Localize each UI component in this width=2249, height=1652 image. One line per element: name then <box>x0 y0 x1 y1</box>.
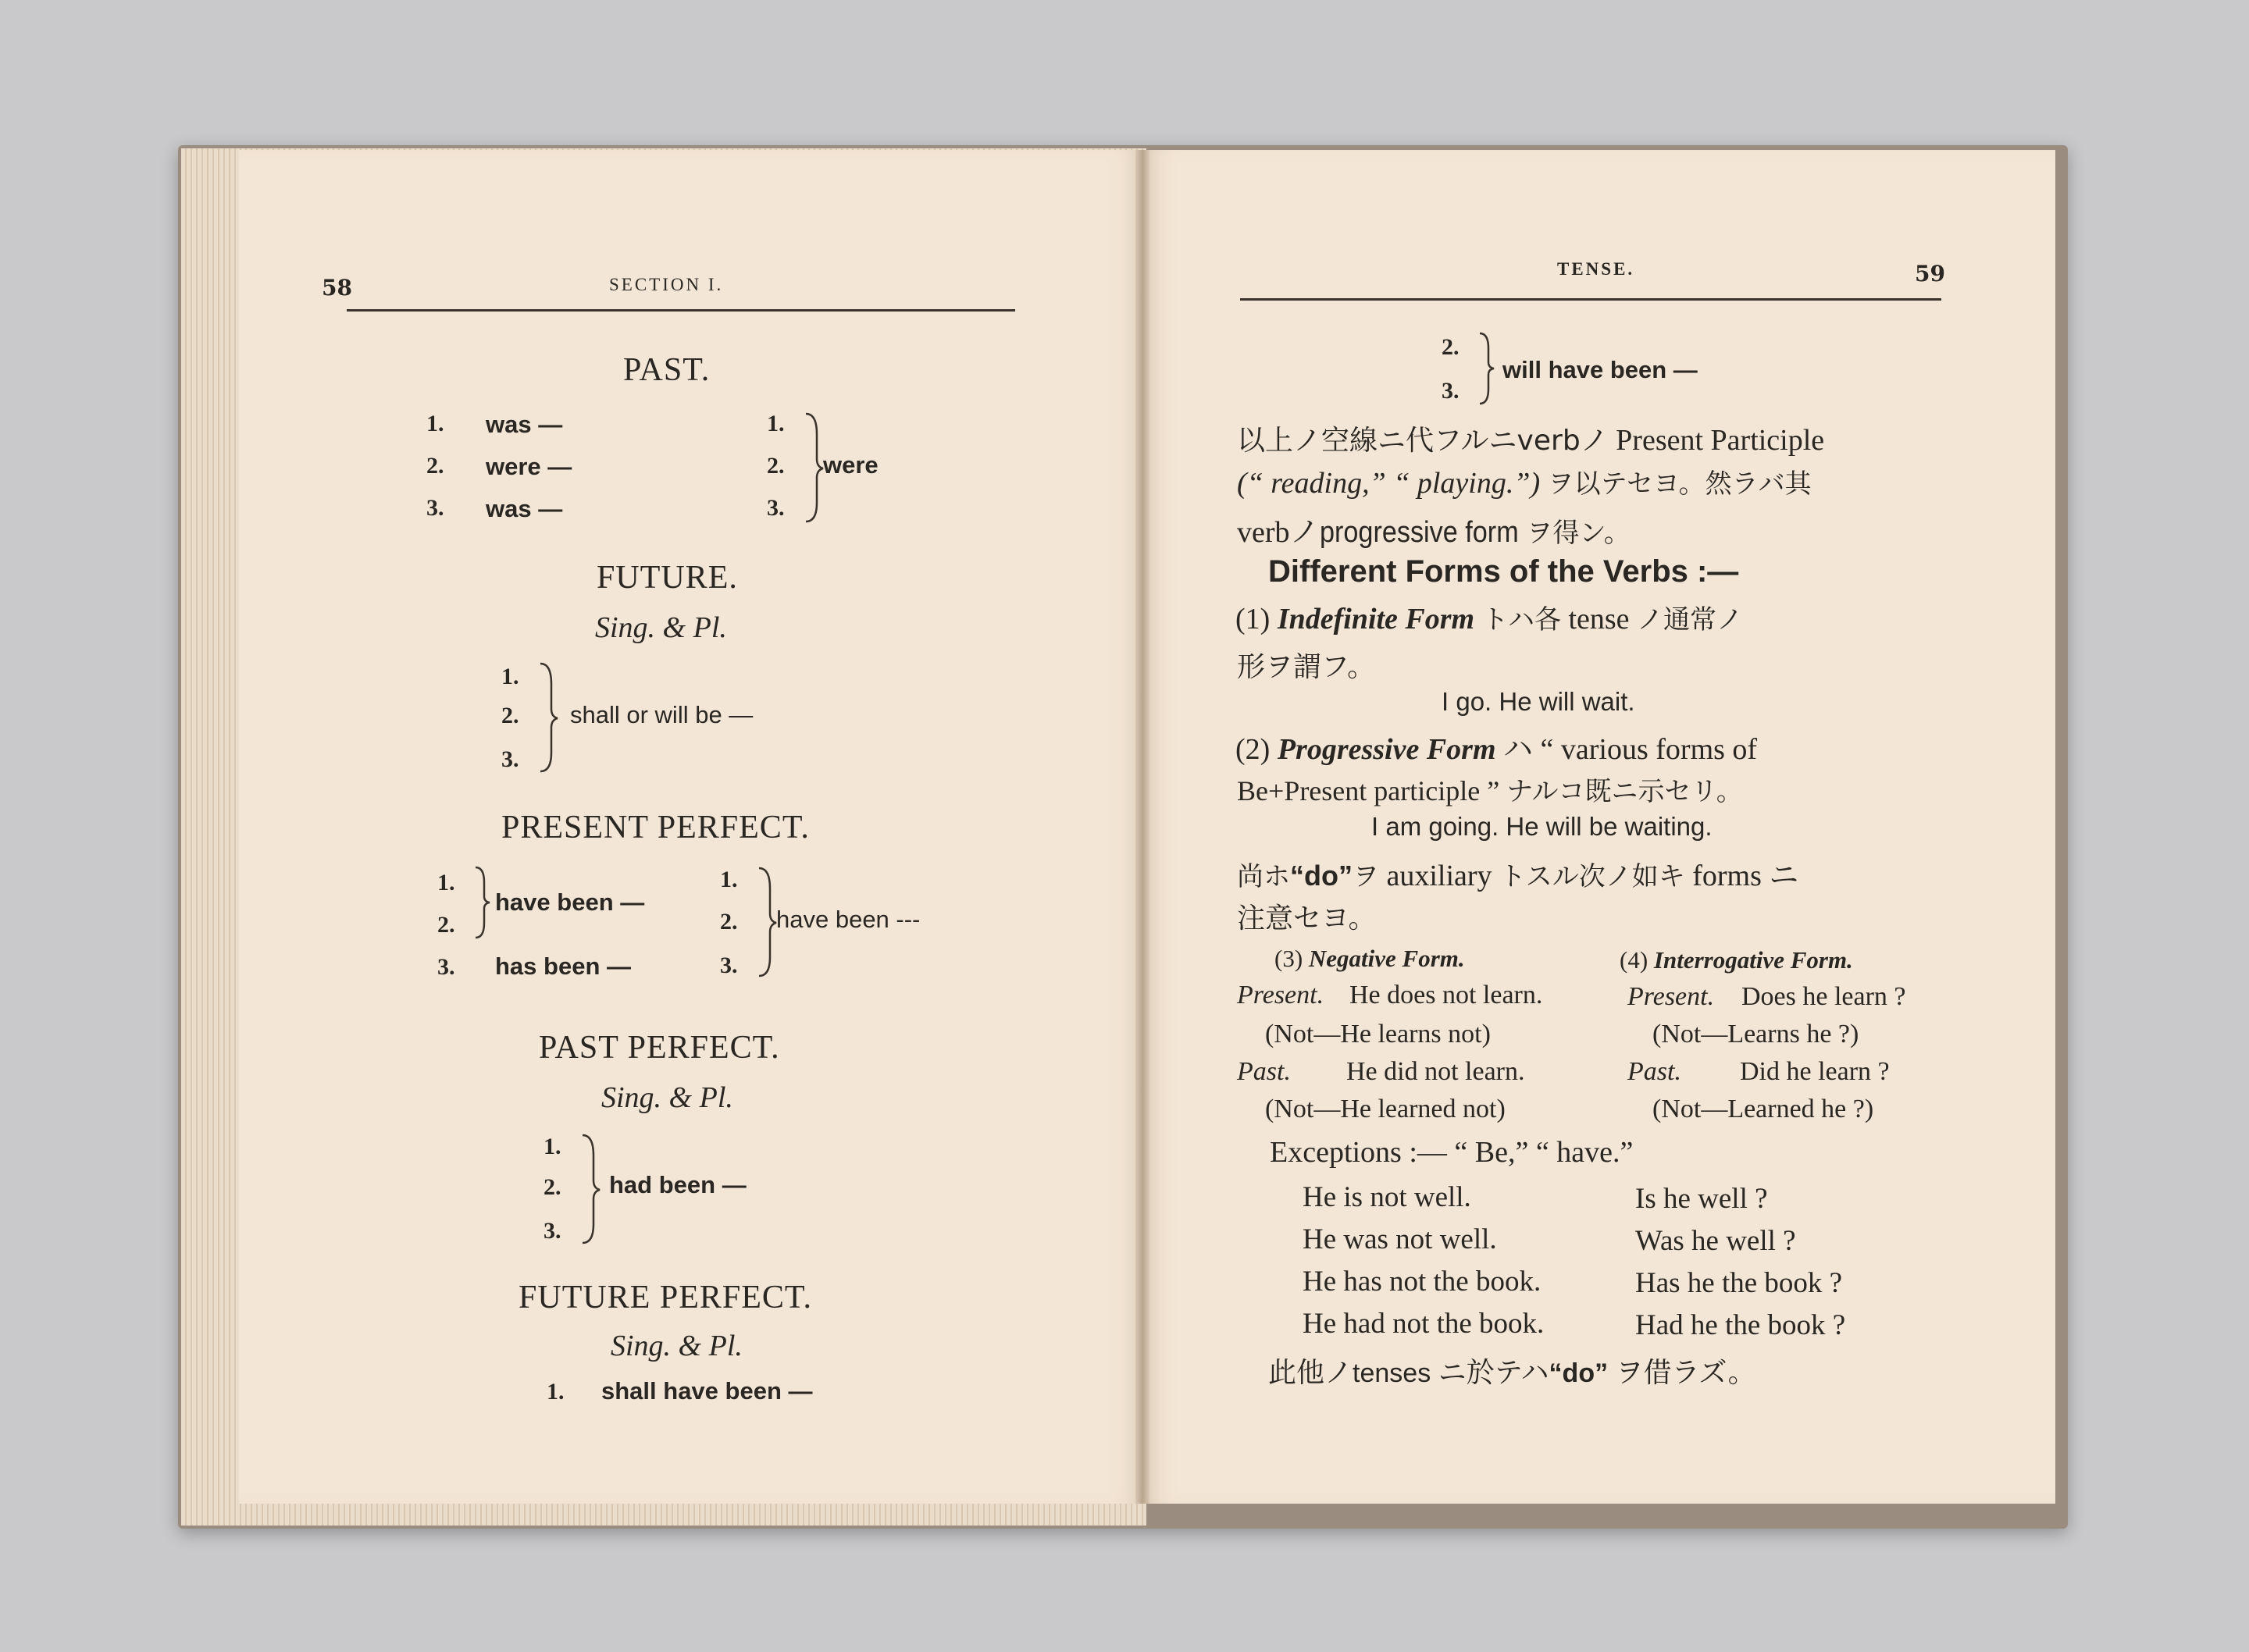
row-past-label-c: Past. <box>1627 1057 1681 1086</box>
past-sing-1-form: was — <box>486 411 563 438</box>
pp-sing-1-num: 1. <box>437 870 455 895</box>
past-sing-2-num: 2. <box>426 453 444 479</box>
exc-neg-1: He is not well. <box>1303 1181 1471 1213</box>
book-gutter <box>1135 150 1149 1504</box>
exc-neg-2: He was not well. <box>1303 1223 1497 1255</box>
exc-neg-3: He has not the book. <box>1303 1266 1542 1298</box>
item1-line2: 形ヲ謂フ。 <box>1237 651 1376 683</box>
pp-sing-form: have been — <box>495 888 645 916</box>
pp-plural-form: have been --- <box>776 906 921 933</box>
running-head: SECTION I. <box>609 275 724 294</box>
exc-int-3: Has he the book ? <box>1635 1267 1843 1299</box>
pastp-1-num: 1. <box>544 1134 561 1159</box>
future-1-num: 1. <box>501 664 519 689</box>
item2-line2: Be+Present participle ” ナルコ既ニ示セリ。 <box>1237 775 1743 807</box>
pp-pl-3-num: 3. <box>720 952 738 978</box>
pp-sing-2-num: 2. <box>437 912 455 938</box>
para1-line3: verbノprogressive form ヲ得ン。 <box>1237 516 1631 549</box>
row-present-label-c: Present. <box>1627 982 1715 1011</box>
futp-1-num: 1. <box>547 1379 565 1405</box>
row-past-neg: He did not learn. <box>1346 1057 1525 1086</box>
pastp-3-num: 3. <box>544 1218 561 1244</box>
item2-line1: (2) Progressive Form ハ “ various forms of <box>1235 733 1758 766</box>
row-present-int: Does he learn ? <box>1741 982 1906 1011</box>
exceptions-label: Exceptions :— “ Be,” “ have.” <box>1270 1136 1634 1169</box>
pp-pl-1-num: 1. <box>720 867 738 892</box>
past-sing-2-form: were — <box>486 453 572 480</box>
row-present-label-a: Present. <box>1237 981 1324 1009</box>
cont-3-num: 3. <box>1442 378 1460 404</box>
row-present-not-int: (Not—Learns he ?) <box>1652 1020 1859 1049</box>
future-perfect-heading: FUTURE PERFECT. <box>519 1280 812 1316</box>
page-number: 58 <box>322 275 352 301</box>
future-perfect-form: shall have been — <box>601 1377 813 1405</box>
pp-sing-3-num: 3. <box>437 954 455 980</box>
past-plural-form: were <box>823 451 879 479</box>
cont-brace <box>1476 331 1496 406</box>
para1-line2: (“ reading,” “ playing.”) ヲ以テセヨ。然ラバ其 <box>1237 467 1812 500</box>
para1-line1: 以上ノ空線ニ代フルニverbノ Present Participle <box>1237 424 1825 457</box>
exc-int-2: Was he well ? <box>1635 1225 1796 1257</box>
pp-sing-brace <box>472 865 492 940</box>
past-plural-brace <box>801 411 825 525</box>
future-perfect-sub: Sing. & Pl. <box>611 1330 743 1362</box>
row-present-neg: He does not learn. <box>1349 981 1543 1009</box>
past-pl-3-num: 3. <box>767 495 785 521</box>
item2-example: I am going. He will be waiting. <box>1371 812 1713 841</box>
exc-int-4: Had he the book ? <box>1635 1309 1846 1341</box>
past-perfect-sub: Sing. & Pl. <box>601 1081 733 1114</box>
past-perfect-heading: PAST PERFECT. <box>539 1030 780 1066</box>
pp-plural-brace <box>754 865 778 979</box>
last-line: 此他ノtenses ニ於テハ“do” ヲ借ラズ。 <box>1268 1357 1756 1389</box>
do-note-line1: 尚ホ“do”ヲ auxiliary トスル次ノ如キ forms ニ <box>1237 860 1799 892</box>
past-heading: PAST. <box>623 352 711 388</box>
past-perfect-form: had been — <box>609 1171 747 1198</box>
exc-neg-4: He had not the book. <box>1303 1308 1545 1340</box>
future-sub: Sing. & Pl. <box>595 611 727 644</box>
different-forms-heading: Different Forms of the Verbs :— <box>1268 554 1739 589</box>
row-past-not-int: (Not—Learned he ?) <box>1652 1095 1874 1123</box>
pastp-2-num: 2. <box>544 1174 561 1200</box>
row-past-not-neg: (Not—He learned not) <box>1265 1095 1506 1123</box>
pp-sing-3-form: has been — <box>495 952 631 980</box>
header-rule <box>1240 298 1941 301</box>
cont-form: will have been — <box>1502 356 1698 383</box>
past-sing-1-num: 1. <box>426 411 444 436</box>
item1-example: I go. He will wait. <box>1442 687 1635 716</box>
do-note-line2: 注意セヨ。 <box>1237 903 1377 935</box>
present-perfect-heading: PRESENT PERFECT. <box>501 810 810 846</box>
past-pl-2-num: 2. <box>767 453 785 479</box>
neg-heading: (3) Negative Form. <box>1274 945 1465 972</box>
cont-2-num: 2. <box>1442 334 1460 360</box>
exc-int-1: Is he well ? <box>1635 1183 1768 1215</box>
pp-pl-2-num: 2. <box>720 909 738 935</box>
row-past-label-a: Past. <box>1237 1057 1291 1086</box>
past-pl-1-num: 1. <box>767 411 785 436</box>
page-number: 59 <box>1915 261 1945 287</box>
header-rule <box>347 309 1015 312</box>
past-sing-3-num: 3. <box>426 495 444 521</box>
int-heading: (4) Interrogative Form. <box>1620 946 1853 974</box>
future-3-num: 3. <box>501 746 519 772</box>
future-heading: FUTURE. <box>597 560 738 596</box>
item1-line1: (1) Indefinite Form トハ各 tense ノ通常ノ <box>1235 603 1744 636</box>
running-head: TENSE. <box>1557 259 1635 279</box>
past-sing-3-form: was — <box>486 495 563 522</box>
future-form: shall or will be — <box>570 701 754 728</box>
past-perfect-brace <box>578 1132 601 1246</box>
row-past-int: Did he learn ? <box>1740 1057 1890 1086</box>
future-brace <box>536 660 559 774</box>
future-2-num: 2. <box>501 703 519 728</box>
row-present-not-neg: (Not—He learns not) <box>1265 1020 1491 1049</box>
